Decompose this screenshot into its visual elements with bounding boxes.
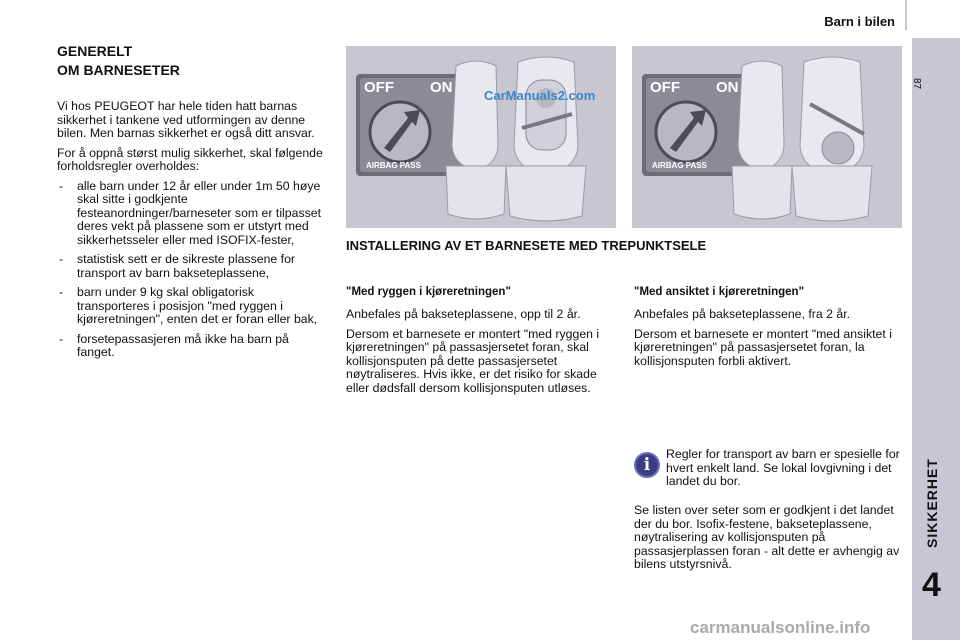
list-item: - forsetepassasjeren må ikke ha barn på fanget. (59, 331, 289, 359)
general-heading-line1: GENERELT (57, 43, 133, 59)
rear-facing-svg (346, 46, 616, 228)
list-item: - alle barn under 12 år eller under 1m 50 høye skal sitte i godkjente festeanordninger/barneseter som er tilpasset deres vekt på plassene som er utstyrt med sikkerhetsseler eller med ISOFIX-fester, (59, 178, 322, 247)
chapter-side-tab (912, 38, 960, 640)
list-item: - barn under 9 kg skal obligatorisk transporteres i posisjon "med ryggen i kjøreretningen", enten det er foran eller bak, (59, 285, 318, 326)
chapter-number: 4 (922, 566, 941, 604)
page-number: 87 (911, 78, 922, 90)
forward-facing-para1: Anbefales på bakseteplassene, fra 2 år. (634, 307, 851, 321)
install-heading: INSTALLERING AV ET BARNESETE MED TREPUNKTSELE (346, 238, 707, 253)
page-header-title: Barn i bilen (824, 14, 895, 29)
watermark-small: CarManuals2.com (484, 88, 596, 103)
rear-facing-para2: Dersom et barnesete er montert "med ryggen i kjøreretningen" på passasjersetet foran, skal kollisjonsputen på dette passasjersetet nøytraliseres. Hvis ikke, er det risiko for skade eller dødsfall dersom kollisjonsputen utløses. (346, 326, 600, 395)
rear-facing-para1: Anbefales på bakseteplassene, opp til 2 år. (346, 307, 581, 321)
info-icon: i (634, 452, 660, 478)
forward-facing-para2: Dersom et barnesete er montert "med ansiktet i kjøreretningen" på passasjersetet foran, la kollisjonsputen forbli aktivert. (634, 326, 892, 368)
forward-facing-section (634, 286, 904, 374)
airbag-label: AIRBAG PASS (652, 161, 707, 170)
switch-off-label: OFF (364, 79, 394, 96)
forward-facing-title: "Med ansiktet i kjøreretningen" (634, 286, 805, 298)
switch-off-label: OFF (650, 79, 680, 96)
general-heading (57, 42, 329, 80)
general-section (57, 42, 329, 366)
rear-facing-illustration (346, 46, 616, 228)
footer-watermark: carmanualsonline.info (690, 618, 871, 637)
general-heading-line2: OM BARNESETER (57, 62, 180, 78)
rear-facing-section (346, 286, 616, 401)
info-note (634, 448, 904, 495)
forward-facing-svg (632, 46, 902, 228)
rules-intro: For å oppnå størst mulig sikkerhet, skal følgende forholdsregler overholdes: (57, 145, 323, 173)
rules-list (57, 180, 329, 360)
info-text: Regler for transport av barn er spesielle for hvert enkelt land. Se lokal lovgivning i det landet du bor. (666, 447, 900, 488)
airbag-label: AIRBAG PASS (366, 161, 421, 170)
forward-facing-illustration (632, 46, 902, 228)
list-item: - statistisk sett er de sikreste plassene for transport av barn bakseteplassene, (59, 252, 296, 280)
switch-on-label: ON (430, 79, 453, 96)
header-rule (905, 0, 907, 30)
rear-facing-title: "Med ryggen i kjøreretningen" (346, 286, 511, 298)
info-after-paragraph: Se listen over seter som er godkjent i det landet der du bor. Isofix-festene, bakseteplassene, nøytralisering av kollisjonsputen på passasjerplassen foran - alt dette er avhengig av bilens utstyrsnivå. (634, 503, 900, 571)
intro-paragraph: Vi hos PEUGEOT har hele tiden hatt barnas sikkerhet i tankene ved utformingen av denne bilen. Men barnas sikkerhet er også ditt ansvar. (57, 99, 315, 140)
chapter-label-text: SIKKERHET (924, 458, 940, 548)
switch-on-label: ON (716, 79, 739, 96)
chapter-label (916, 458, 960, 548)
